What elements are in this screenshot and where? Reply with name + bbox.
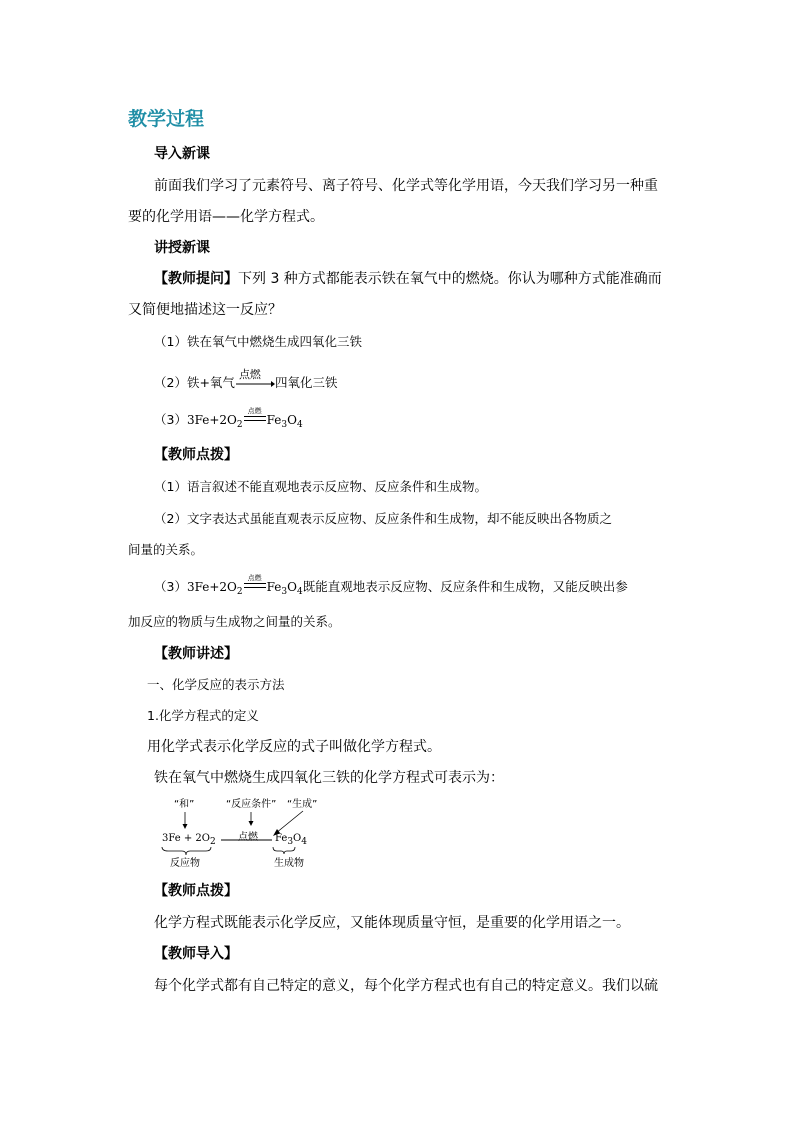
tip-text: 化学方程式既能表示化学反应，又能体现质量守恒，是重要的化学用语之一。 (154, 915, 630, 931)
tip-point-3-text: 既能直观地表示反应物、反应条件和生成物，又能反映出参 (302, 579, 628, 594)
option-1: （1）铁在氧气中燃烧生成四氧化三铁 (154, 334, 362, 349)
tip-point-3-label: （3） (154, 579, 187, 594)
equation-product: O (287, 413, 297, 427)
equation-product: Fe (266, 580, 282, 594)
subscript: 4 (296, 420, 303, 430)
option-2-left: （2）铁+氧气 (154, 375, 235, 390)
subsection-heading: 1.化学方程式的定义 (147, 708, 259, 723)
condition-arrow (235, 367, 275, 391)
option-3-label: （3） (154, 412, 187, 427)
equation-sign (243, 407, 267, 430)
teacher-question-tag: 【教师提问】 (154, 271, 238, 287)
subscript: 2 (236, 420, 243, 430)
right-arrow-icon (235, 377, 275, 391)
subscript: 4 (296, 587, 303, 597)
condition-label: 点燃 (238, 367, 261, 381)
definition-text: 用化学式表示化学反应的式子叫做化学方程式。 (147, 739, 441, 755)
equation-sign (243, 574, 267, 597)
option-2-right: 四氧化三铁 (274, 375, 338, 390)
teacher-tip-tag: 【教师点拨】 (154, 447, 238, 463)
subheading-intro-new-lesson: 导入新课 (154, 146, 210, 162)
label-reaction-condition: “反应条件” (226, 799, 277, 810)
subscript: 3 (281, 587, 288, 597)
label-product: 生成物 (274, 858, 304, 869)
label-reactant: 反应物 (170, 858, 200, 869)
label-and: “和” (174, 799, 195, 810)
intro-text: 每个化学式都有自己特定的意义，每个化学方程式也有自己的特定意义。我们以硫 (154, 978, 658, 994)
option-2 (154, 367, 338, 393)
paragraph-line: 前面我们学习了元素符号、离子符号、化学式等化学用语，今天我们学习另一种重 (154, 178, 658, 194)
tip-point-3 (154, 574, 628, 597)
tip-point-2: （2）文字表达式虽能直观表示反应物、反应条件和生成物，却不能反映出各物质之 (154, 511, 612, 526)
section-title: 教学过程 (128, 108, 205, 130)
teacher-lecture-tag: 【教师讲述】 (154, 646, 238, 662)
tip-point-3-cont: 加反应的物质与生成物之间量的关系。 (128, 614, 341, 629)
equation-reactants: 3Fe+2O (186, 580, 237, 594)
option-3 (154, 407, 303, 430)
tip-point-1: （1）语言叙述不能直观地表示反应物、反应条件和生成物。 (154, 479, 487, 494)
example-text: 铁在氧气中燃烧生成四氧化三铁的化学方程式可表示为： (154, 770, 504, 786)
diagram-condition: 点燃 (238, 832, 258, 843)
teacher-tip-tag: 【教师点拨】 (154, 883, 238, 899)
teacher-question (154, 269, 662, 289)
subscript: 2 (236, 587, 243, 597)
teacher-intro-tag: 【教师导入】 (154, 946, 238, 962)
equation-product: O (287, 580, 297, 594)
subheading-teach-new-lesson: 讲授新课 (154, 240, 210, 256)
teacher-question-text: 下列 3 种方式都能表示铁在氧气中的燃烧。你认为哪种方式能准确而 (238, 271, 662, 287)
subscript: 3 (281, 420, 288, 430)
diagram-product: $Fe_3O_4$ (275, 833, 307, 847)
paragraph-line: 又简便地描述这一反应？ (128, 302, 282, 318)
tip-point-2-cont: 间量的关系。 (128, 542, 204, 557)
chemical-equation (186, 574, 303, 597)
equation-reactants: 3Fe+2O (186, 413, 237, 427)
section-heading: 一、化学反应的表示方法 (147, 677, 285, 692)
equation-condition: 点燃 (247, 574, 262, 582)
paragraph-line: 要的化学用语——化学方程式。 (128, 209, 324, 225)
equation-diagram (160, 795, 340, 870)
chemical-equation (186, 407, 303, 430)
equation-product: Fe (266, 413, 282, 427)
diagram-reactants: $3Fe + 2O_2$ (162, 833, 216, 847)
label-generate: “生成” (287, 799, 318, 810)
equation-condition: 点燃 (247, 407, 262, 415)
